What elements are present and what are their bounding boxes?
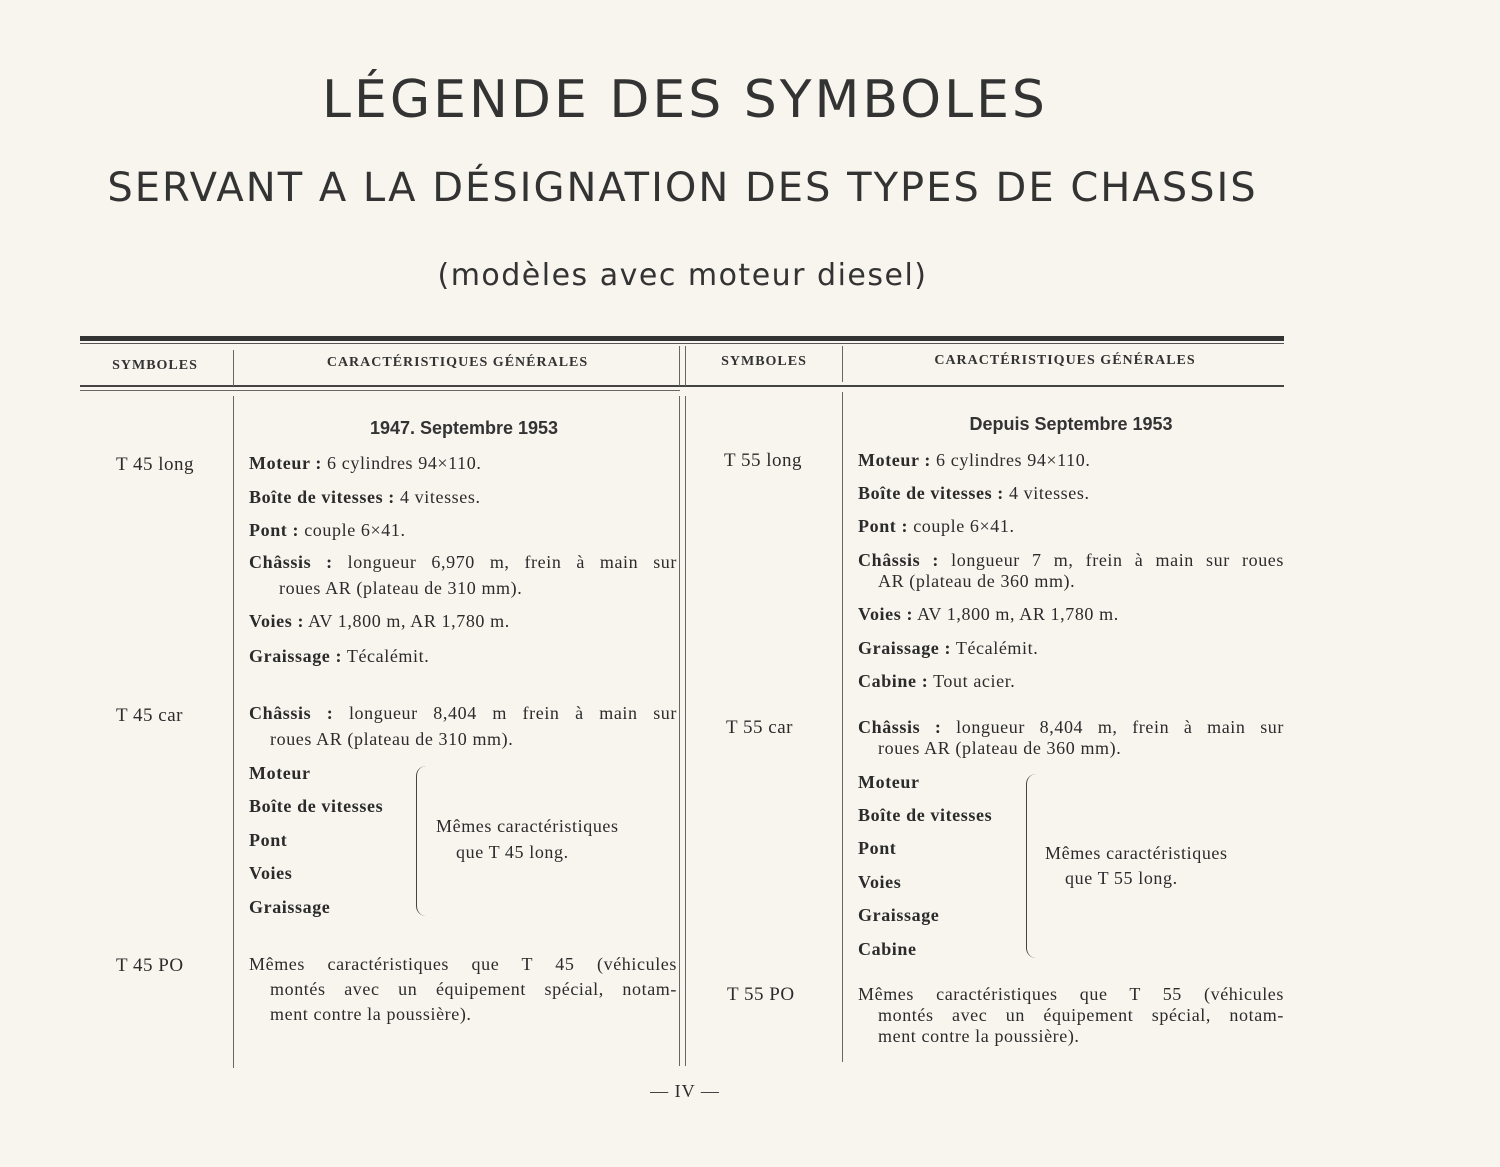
column-divider bbox=[842, 392, 843, 1062]
symbol-t55-po: T 55 PO bbox=[727, 984, 795, 1005]
spec-moteur: Moteur : 6 cylindres 94×110. bbox=[249, 453, 482, 473]
list-item: Moteur bbox=[249, 763, 311, 783]
brace-icon bbox=[416, 766, 431, 916]
spec-chassis-cont: roues AR (plateau de 310 mm). bbox=[279, 578, 523, 598]
same-characteristics: Mêmes caractéristiques bbox=[436, 816, 619, 836]
period-heading-left: 1947. Septembre 1953 bbox=[369, 418, 559, 438]
spec-boite: Boîte de vitesses : 4 vitesses. bbox=[858, 483, 1090, 503]
spec-pont: Pont : couple 6×41. bbox=[249, 520, 406, 540]
header-characteristics-right: CARACTÉRISTIQUES GÉNÉRALES bbox=[934, 353, 1196, 368]
spec-po-line: Mêmes caractéristiques que T 45 (véhicules bbox=[249, 954, 677, 974]
spec-cabine: Cabine : Tout acier. bbox=[858, 671, 1016, 691]
spec-chassis-cont: roues AR (plateau de 360 mm). bbox=[878, 738, 1122, 758]
page-title: LÉGENDE DES SYMBOLES bbox=[322, 70, 1048, 130]
same-characteristics-ref: que T 45 long. bbox=[456, 842, 569, 862]
spec-chassis: Châssis : longueur 8,404 m, frein à main sur bbox=[858, 717, 1284, 737]
column-divider bbox=[679, 396, 680, 1066]
table-top-rule-thin bbox=[80, 343, 1284, 344]
page-note: (modèles avec moteur diesel) bbox=[437, 258, 928, 293]
page-number: — IV — bbox=[650, 1081, 720, 1101]
header-symbols-left: SYMBOLES bbox=[112, 358, 198, 373]
spec-po-line: montés avec un équipement spécial, notam- bbox=[878, 1005, 1284, 1025]
spec-chassis: Châssis : longueur 8,404 m frein à main sur bbox=[249, 703, 678, 723]
page-subtitle: SERVANT A LA DÉSIGNATION DES TYPES DE CHASSIS bbox=[107, 165, 1258, 211]
spec-moteur: Moteur : 6 cylindres 94×110. bbox=[858, 450, 1091, 470]
spec-chassis: Châssis : longueur 6,970 m, frein à main sur bbox=[249, 552, 677, 572]
list-item: Boîte de vitesses bbox=[249, 796, 384, 816]
spec-chassis: Châssis : longueur 7 m, frein à main sur roues bbox=[858, 550, 1284, 570]
list-item: Pont bbox=[858, 838, 897, 858]
table-top-rule bbox=[80, 336, 1284, 341]
brace-icon bbox=[1026, 774, 1041, 958]
table-header-rule-secondary bbox=[80, 390, 680, 391]
spec-chassis-cont: roues AR (plateau de 310 mm). bbox=[270, 729, 514, 749]
column-divider bbox=[685, 396, 686, 1066]
same-characteristics: Mêmes caractéristiques bbox=[1045, 843, 1228, 863]
header-characteristics-left: CARACTÉRISTIQUES GÉNÉRALES bbox=[326, 355, 589, 370]
symbol-t45-po: T 45 PO bbox=[116, 955, 184, 976]
spec-graissage: Graissage : Técalémit. bbox=[249, 646, 430, 666]
list-item: Boîte de vitesses bbox=[858, 805, 993, 825]
column-divider bbox=[685, 346, 686, 386]
list-item: Voies bbox=[249, 863, 293, 883]
spec-boite: Boîte de vitesses : 4 vitesses. bbox=[249, 487, 481, 507]
list-item: Cabine bbox=[858, 939, 917, 959]
column-divider bbox=[233, 396, 234, 1068]
symbol-t45-long: T 45 long bbox=[116, 454, 195, 475]
table-header-rule bbox=[80, 385, 1284, 387]
header-symbols-right: SYMBOLES bbox=[721, 354, 807, 369]
list-item: Moteur bbox=[858, 772, 920, 792]
spec-po-line: Mêmes caractéristiques que T 55 (véhicules bbox=[858, 984, 1284, 1004]
column-divider bbox=[842, 346, 843, 382]
same-characteristics-ref: que T 55 long. bbox=[1065, 868, 1178, 888]
spec-po-line: ment contre la poussière). bbox=[270, 1004, 472, 1024]
symbol-t55-long: T 55 long bbox=[724, 450, 803, 471]
symbol-t55-car: T 55 car bbox=[726, 717, 793, 738]
spec-chassis-cont: AR (plateau de 360 mm). bbox=[878, 571, 1076, 591]
list-item: Pont bbox=[249, 830, 288, 850]
list-item: Graissage bbox=[249, 897, 331, 917]
spec-voies: Voies : AV 1,800 m, AR 1,780 m. bbox=[858, 604, 1119, 624]
spec-po-line: montés avec un équipement spécial, notam- bbox=[270, 979, 677, 999]
spec-pont: Pont : couple 6×41. bbox=[858, 516, 1015, 536]
list-item: Voies bbox=[858, 872, 902, 892]
list-item: Graissage bbox=[858, 905, 940, 925]
spec-voies: Voies : AV 1,800 m, AR 1,780 m. bbox=[249, 611, 510, 631]
period-heading-right: Depuis Septembre 1953 bbox=[969, 414, 1173, 434]
column-divider bbox=[679, 346, 680, 386]
spec-po-line: ment contre la poussière). bbox=[878, 1026, 1080, 1046]
symbol-t45-car: T 45 car bbox=[116, 705, 183, 726]
spec-graissage: Graissage : Técalémit. bbox=[858, 638, 1039, 658]
column-divider bbox=[233, 350, 234, 386]
